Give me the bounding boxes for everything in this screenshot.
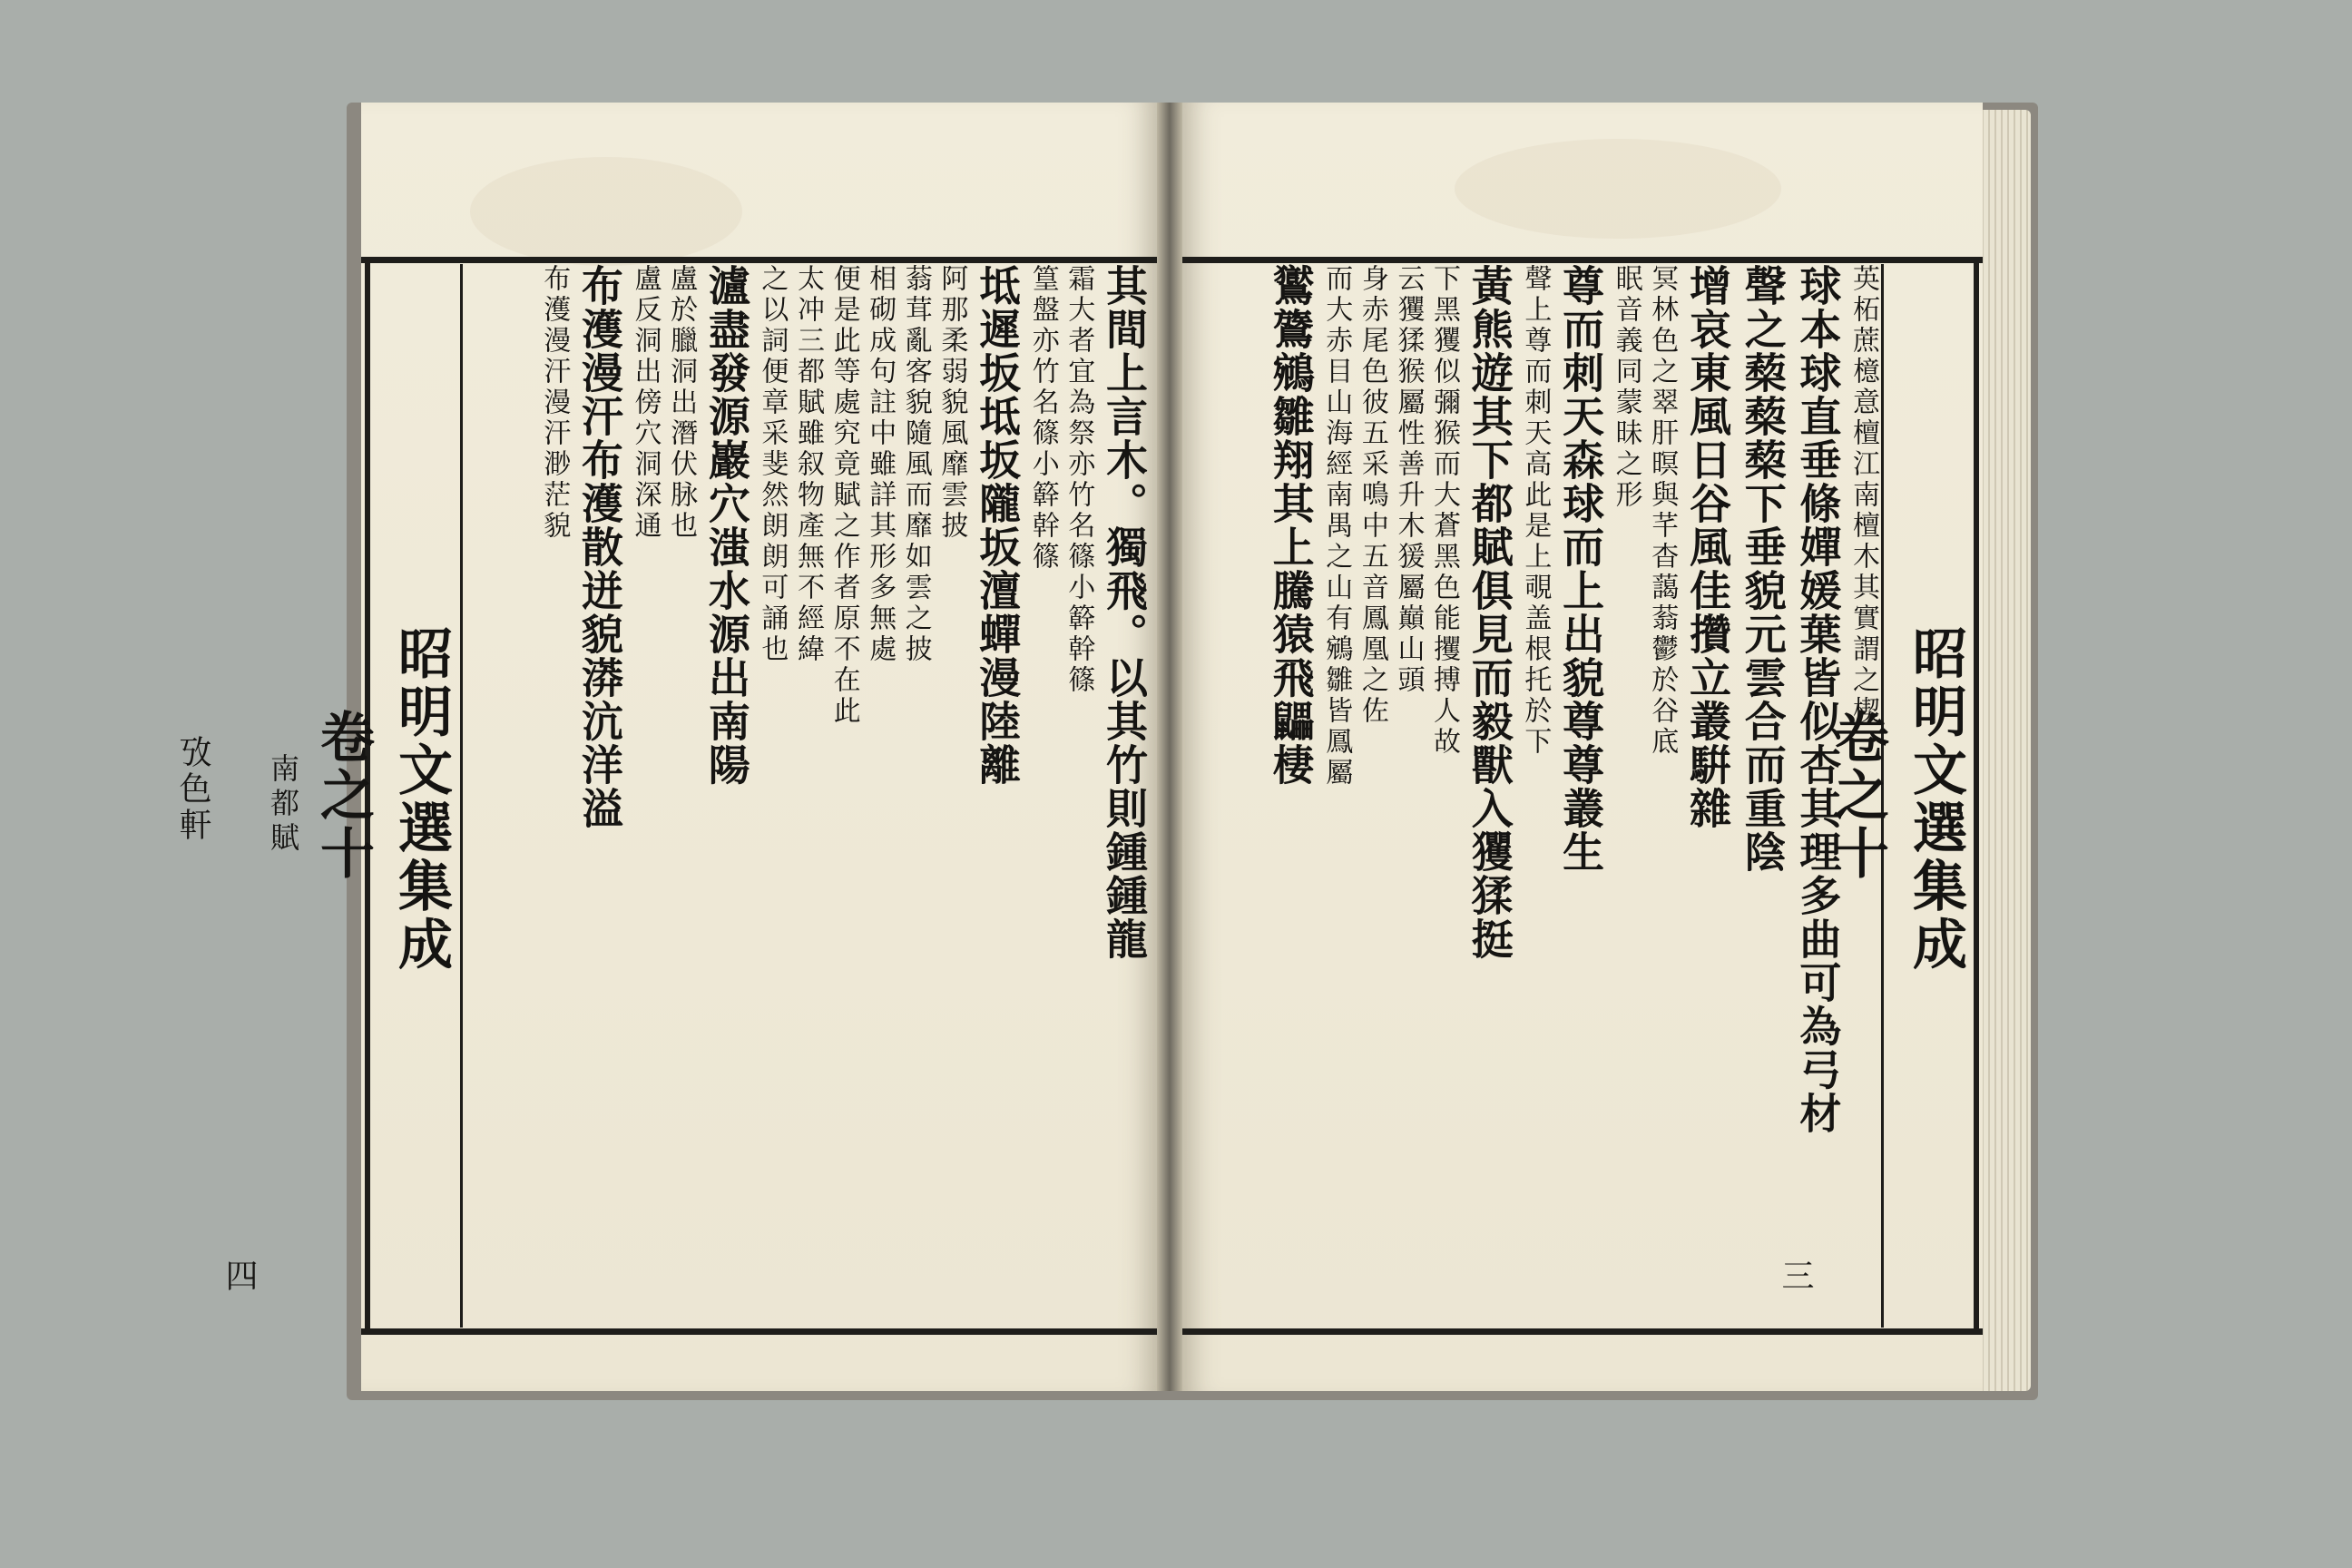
- text-column: 聲上尊而刺天高此是上覗盖根托於下: [1519, 264, 1552, 758]
- right-text-block: [1186, 264, 1881, 1328]
- text-column: 聲之蔾蔾蔾下垂貌元雲合而重陰: [1738, 264, 1788, 874]
- left-text-block: [463, 264, 1152, 1328]
- text-column: 蓊茸亂客貌隨風而靡如雲之披: [899, 264, 932, 665]
- left-page: [174, 103, 1157, 1391]
- text-column: 布濩漫汗漫汗渺茫貌: [538, 264, 571, 542]
- book-title: 昭明文選集成: [389, 625, 453, 974]
- text-column: 阿那柔弱貌風靡雲披: [936, 264, 968, 542]
- text-column: 盧於臘洞出潛伏脉也: [665, 264, 698, 542]
- text-column: 而大赤目山海經南禺之山有鵷雛皆鳳屬: [1320, 264, 1353, 789]
- right-page: [1182, 103, 1983, 1391]
- text-column: 增哀東風日谷風佳攢立叢騈雜: [1682, 264, 1732, 830]
- volume-label: 卷之十: [311, 709, 375, 883]
- book-gutter: [1157, 103, 1182, 1391]
- text-column: 身赤尾色彼五采鳴中五音鳳凰之佐: [1356, 264, 1388, 727]
- text-column: 布濩漫汗布濩散迸貌漭沆洋溢: [574, 264, 624, 830]
- text-column: 鸑鷟鵷雛翔其上騰猿飛鼺棲: [1266, 264, 1316, 787]
- text-column: 相砌成句註中雖詳其形多無處: [864, 264, 897, 665]
- volume-label: 卷之十: [1826, 709, 1889, 883]
- text-column: 尊而刺天森球而上出貌尊尊叢生: [1556, 264, 1606, 874]
- text-column: 下黑玃似彌猴而大蒼黑色能攫搏人故: [1428, 264, 1461, 758]
- page-number: 三: [1777, 1259, 1814, 1291]
- book-title: 昭明文選集成: [1904, 625, 1967, 974]
- text-column: 冥林色之翠肝暝與芊杳藹蓊鬱於谷底: [1646, 264, 1679, 758]
- text-column: 眠音義同蒙昧之形: [1610, 264, 1642, 511]
- text-column: 瀘盡發源巖穴滍水源出南陽: [701, 264, 751, 787]
- press-name: 攷色軒: [174, 735, 211, 844]
- left-title-strip: [174, 264, 463, 1328]
- text-column: 霜大者宜為祭亦竹名篠小簳幹篠: [1063, 264, 1095, 696]
- text-column: 黃熊遊其下都賦俱見而毅獸入玃猱挺: [1465, 264, 1514, 961]
- left-frame-bottom: [361, 1328, 1157, 1335]
- text-column: 其間上言木。獨飛。以其竹則鍾鍾龍: [1100, 264, 1149, 961]
- text-column: 太冲三都賦雖叙物產無不經緯: [792, 264, 824, 665]
- right-frame-bottom: [1182, 1328, 1983, 1335]
- text-column: 篁盤亦竹名篠小簳幹篠: [1026, 264, 1059, 573]
- page-number: 四: [220, 1259, 258, 1291]
- text-column: 坻遲坂坻坂隴坂澶蟬漫陸離: [973, 264, 1023, 787]
- open-book: [174, 93, 2022, 1391]
- text-column: 英柘蔗檍意檀江南檀木其實謂之楔: [1847, 264, 1879, 727]
- left-frame-top: [361, 257, 1157, 263]
- text-column: 云玃猱猴屬性善升木猨屬巔山頭: [1392, 264, 1425, 696]
- text-column: 便是此等處究竟賦之作者原不在此: [828, 264, 860, 727]
- section-title: 南都賦: [266, 753, 300, 857]
- right-frame-top: [1182, 257, 1983, 263]
- text-column: 盧反洞出傍穴洞深通: [629, 264, 662, 542]
- text-column: 球本球直垂條嬋媛葉皆似杏其理多曲可為弓材: [1793, 264, 1843, 1135]
- text-column: 之以詞便章采斐然朗朗可誦也: [756, 264, 789, 665]
